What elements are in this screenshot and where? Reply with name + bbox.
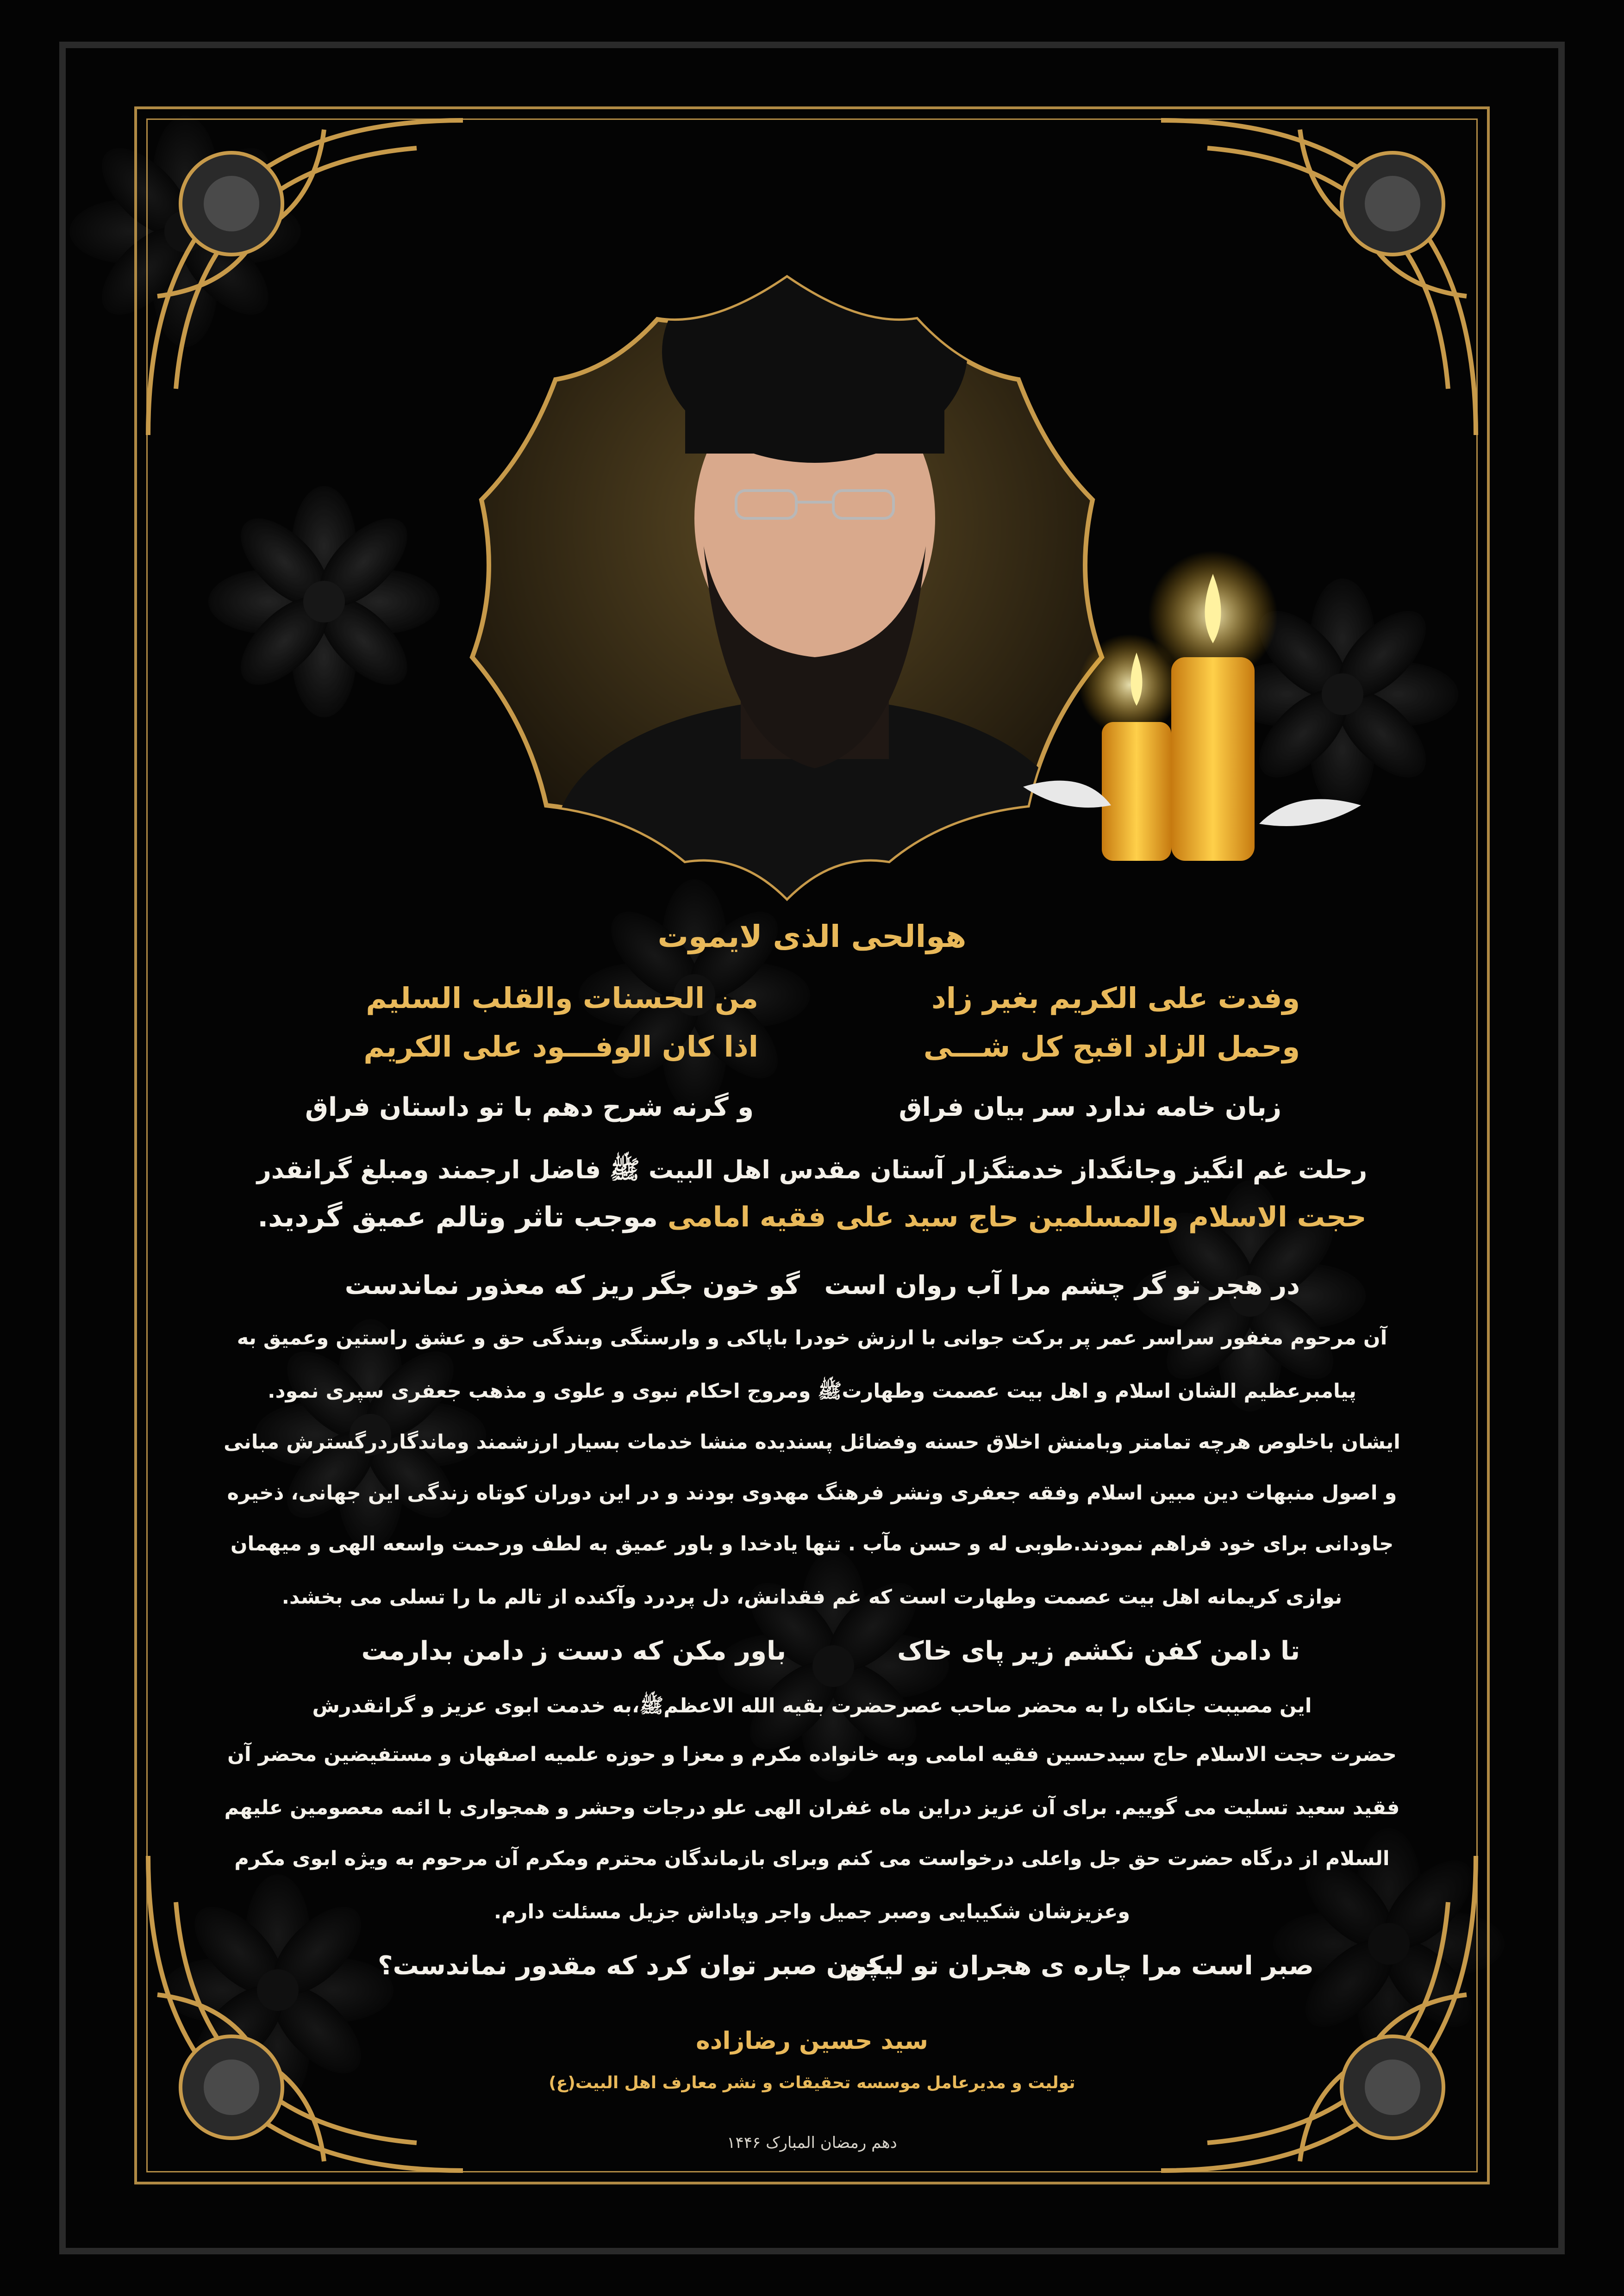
announcement-line1: رحلت غم انگیز وجانگداز خدمتگزار آستان مقدس اهل البیت ﷺ فاضل ارجمند ومبلغ گرانقدر — [256, 1155, 1368, 1184]
paragraph2-line: السلام از درگاه حضرت حق جل واعلی درخواست می کنم وبرای بازماندگان محترم ومکرم آن مرحوم به ویژه ابوی مکرم — [234, 1847, 1390, 1870]
deceased-name: حجت الاسلام والمسلمین حاج سید علی فقیه امامی — [667, 1201, 1367, 1233]
corner-ornament-bottom-right — [1133, 1828, 1485, 2180]
poem3 — [222, 1636, 1402, 1673]
candles-icon — [963, 546, 1380, 879]
verse-line2-right: وحمل الزاد اقبح کل شـــی — [923, 1030, 1300, 1064]
corner-ornament-bottom-left — [139, 1828, 491, 2180]
paragraph2-line: حضرت حجت الاسلام حاج سیدحسین فقیه امامی وبه خانواده مکرم و معزا و حوزه علمیه اصفهان و مستفیضین محضر آن — [227, 1743, 1397, 1766]
poem3-right: تا دامن کفن نکشم زیر پای خاک — [897, 1636, 1300, 1666]
paragraph1-line: و اصول منبهات دین مبین اسلام وفقه جعفری ونشر فرهنگ مهدوی بودند و در این دوران کوتاه زندگی این جهانی، ذخیره — [227, 1481, 1397, 1505]
announcement-line2-rest: موجب تاثر وتالم عمیق گردید. — [257, 1201, 668, 1233]
heading: هوالحی الذی لایموت — [657, 919, 967, 954]
arabic-verse-line1 — [222, 981, 1402, 1018]
poem1-right: زبان خامه ندارد سر بیان فراق — [899, 1092, 1281, 1122]
arabic-verse-line2 — [222, 1030, 1402, 1067]
announcement-line2 — [222, 1201, 1402, 1233]
poem4-right: صبر است مرا چاره ی هجران تو لیکن — [845, 1951, 1314, 1981]
corner-ornament-top-left — [139, 111, 491, 463]
poem1 — [222, 1092, 1402, 1129]
verse-line1-left: من الحسنات والقلب السلیم — [366, 981, 758, 1015]
poem3-left: باور مکن که دست ز دامن بدارمت — [361, 1636, 786, 1666]
paragraph1-line: آن مرحوم مغفور سراسر عمر پر برکت جوانی با ارزش خودرا باپاکی و وارستگی وبندگی حق و عشق راستین وعمیق به — [237, 1326, 1387, 1350]
poem4-left: چون صبر توان کرد که مقدور نماندست؟ — [377, 1951, 883, 1981]
poem4 — [222, 1951, 1402, 1988]
poem1-left: و گرنه شرح دهم با تو داستان فراق — [305, 1092, 754, 1122]
poem2-left: گو خون جگر ریز که معذور نماندست — [344, 1270, 800, 1300]
paragraph1-line: جاودانی برای خود فراهم نمودند.طوبی له و حسن مآب . تنها یادخدا و باور عمیق به لطف ورحمت واسعه الهی و میهمان — [230, 1532, 1394, 1556]
verse-line2-left: اذا کان الوفـــود علی الکریم — [363, 1030, 758, 1064]
signature-title: تولیت و مدیرعامل موسسه تحقیقات و نشر معارف اهل البیت(ع) — [549, 2073, 1075, 2092]
corner-ornament-top-right — [1133, 111, 1485, 463]
paragraph1-line: نوازی کریمانه اهل بیت عصمت وطهارت است که غم فقدانش، دل پردرد وآکنده از تالم ما را تسلی می بخشد. — [281, 1586, 1343, 1609]
signature-date: دهم رمضان المبارک ۱۴۴۶ — [727, 2134, 897, 2152]
poem2 — [222, 1270, 1402, 1307]
paragraph2-line: وعزیزشان شکیبایی وصبر جمیل واجر وپاداش جزیل مسئلت دارم. — [493, 1900, 1131, 1923]
verse-line1-right: وفدت علی الکریم بغیر زاد — [931, 981, 1300, 1015]
signature-name: سید حسین رضازاده — [696, 2027, 928, 2055]
paragraph2-line: این مصیبت جانکاه را به محضر صاحب عصرحضرت بقیه الله الاعظمﷺ،به خدمت ابوی عزیز و گرانقدرش — [312, 1694, 1312, 1717]
paragraph1-line: پیامبرعظیم الشان اسلام و اهل بیت عصمت وطهارتﷺ ومروج احکام نبوی و علوی و مذهب جعفری سپری نمود. — [268, 1380, 1356, 1403]
poem2-right: در هجر تو گر چشم مرا آب روان است — [824, 1270, 1300, 1300]
paragraph2-line: فقید سعید تسلیت می گوییم. برای آن عزیز دراین ماه غفران الهی علو درجات وحشر و همجواری با ائمه معصومین علیهم — [224, 1796, 1400, 1819]
paragraph1-line: ایشان باخلوص هرچه تمامتر وبامنش اخلاق حسنه وفضائل پسندیده منشا خدمات بسیار ارزشمند وماندگاردرگسترش مبانی — [224, 1431, 1400, 1454]
